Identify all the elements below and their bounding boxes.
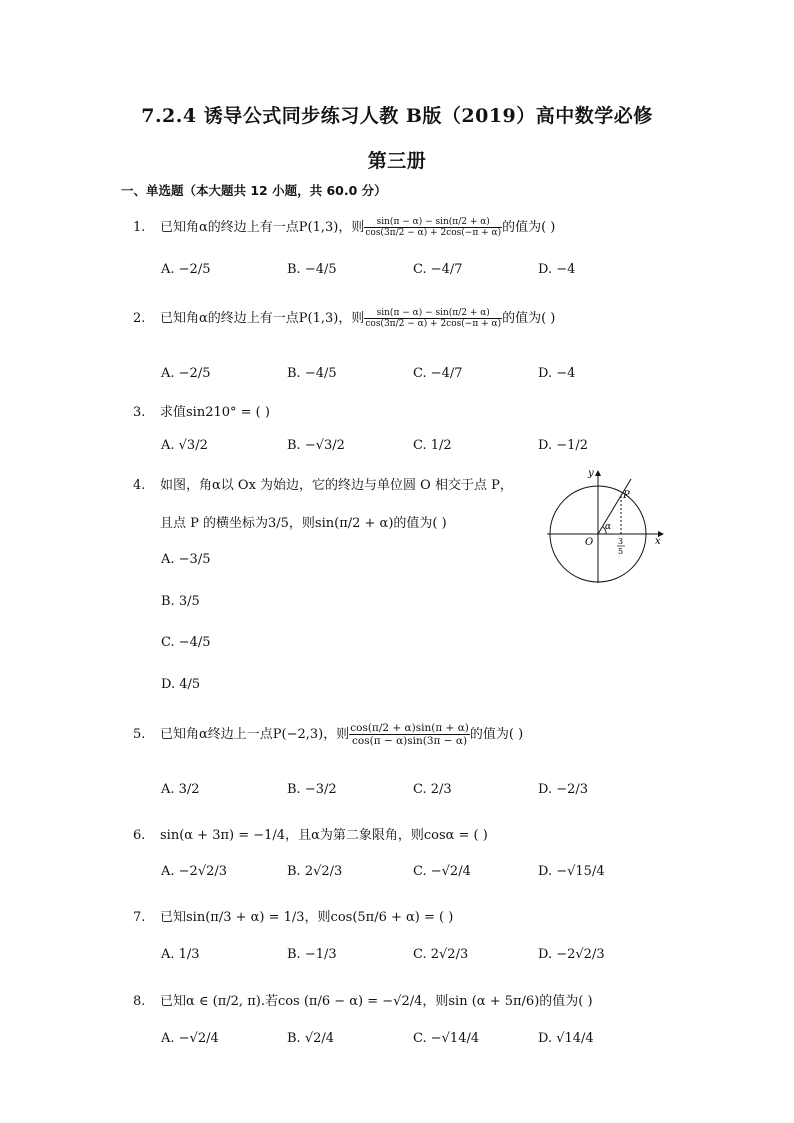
question-5 <box>133 722 523 747</box>
option-d: D. −2√2/3 <box>538 947 605 962</box>
question-number: 3. <box>133 405 146 420</box>
question-number: 2. <box>133 311 146 326</box>
fraction <box>364 308 502 330</box>
section-heading: 一、单选题（本大题共 12 小题，共 60.0 分） <box>121 183 387 198</box>
question-stem-pre: 已知角α的终边上有一点P(1,3)，则 <box>160 220 365 235</box>
label-y: y <box>588 468 594 479</box>
option-c: C. −√2/4 <box>413 864 471 879</box>
fraction-numerator: sin(π − α) − sin(π/2 + α) <box>364 217 502 228</box>
document-title-line2: 第三册 <box>367 150 427 172</box>
question-number: 5. <box>133 727 146 743</box>
option-d: D. −√15/4 <box>538 864 605 879</box>
option-a: A. −3/5 <box>161 552 211 567</box>
label-origin: O <box>585 537 594 548</box>
option-b: B. −√3/2 <box>287 438 345 453</box>
question-4-line2: 且点 P 的横坐标为3/5，则sin(π/2 + α)的值为( ) <box>160 516 447 531</box>
question-number: 7. <box>133 910 146 925</box>
option-b: B. 2√2/3 <box>287 864 343 879</box>
option-a: A. 3/2 <box>161 782 200 797</box>
question-8 <box>133 990 593 1009</box>
option-b: B. −1/3 <box>287 947 337 962</box>
option-b: B. −3/2 <box>287 782 337 797</box>
option-c: C. 2/3 <box>413 782 452 797</box>
question-number: 4. <box>133 478 146 493</box>
fraction-denominator: cos(3π/2 − α) + 2cos(−π + α) <box>365 319 502 329</box>
option-a: A. −2/5 <box>161 262 211 277</box>
option-d: D. −4 <box>538 366 576 381</box>
option-c: C. −√14/4 <box>413 1031 480 1046</box>
option-a: A. √3/2 <box>161 438 208 453</box>
question-stem-post: 的值为( ) <box>502 220 556 235</box>
question-stem: 已知α ∈ (π/2, π).若cos (π/6 − α) = −√2/4，则sin (α + 5π/6)的值为( ) <box>160 994 593 1009</box>
fraction <box>364 217 502 239</box>
label-frac-bottom: 5 <box>618 547 624 556</box>
option-b: B. −4/5 <box>287 366 337 381</box>
question-1 <box>133 216 555 238</box>
question-stem: sin(α + 3π) = −1/4，且α为第二象限角，则cosα = ( ) <box>160 828 488 843</box>
option-b: B. √2/4 <box>287 1031 335 1046</box>
fraction-numerator: cos(π/2 + α)sin(π + α) <box>350 722 469 734</box>
question-stem-line1: 如图，角α以 Ox 为始边，它的终边与单位圆 O 相交于点 P， <box>160 478 513 493</box>
question-stem-post: 的值为( ) <box>502 311 556 326</box>
option-d: D. −4 <box>538 262 576 277</box>
option-d: D. −2/3 <box>538 782 589 797</box>
question-7 <box>133 906 453 925</box>
question-4 <box>133 474 513 493</box>
label-x: x <box>655 536 661 547</box>
question-stem-post: 的值为( ) <box>469 727 524 743</box>
option-b: B. 3/5 <box>161 594 200 609</box>
option-c: C. 2√2/3 <box>413 947 469 962</box>
question-6 <box>133 824 488 843</box>
option-d: D. 4/5 <box>161 677 201 692</box>
label-alpha: α <box>605 522 612 532</box>
fraction-denominator: cos(3π/2 − α) + 2cos(−π + α) <box>365 228 502 238</box>
option-c: C. 1/2 <box>413 438 452 453</box>
option-a: A. 1/3 <box>161 947 200 962</box>
question-number: 6. <box>133 828 146 843</box>
question-stem: 求值sin210° = ( ) <box>160 405 270 420</box>
question-stem-pre: 已知角α终边上一点P(−2,3)，则 <box>160 727 350 743</box>
label-frac-top: 3 <box>618 537 624 546</box>
option-a: A. −2/5 <box>161 366 211 381</box>
option-a: A. −2√2/3 <box>161 864 228 879</box>
question-2 <box>133 307 555 329</box>
label-p: P <box>623 490 630 501</box>
option-c: C. −4/5 <box>161 635 211 650</box>
fraction-denominator: cos(π − α)sin(3π − α) <box>352 735 468 748</box>
unit-circle-figure <box>545 465 670 587</box>
question-stem: 已知sin(π/3 + α) = 1/3，则cos(5π/6 + α) = ( ) <box>160 910 454 925</box>
option-c: C. −4/7 <box>413 366 463 381</box>
fraction <box>349 722 470 747</box>
question-3 <box>133 401 270 420</box>
option-c: C. −4/7 <box>413 262 463 277</box>
option-b: B. −4/5 <box>287 262 337 277</box>
document-title-line1: 7.2.4 诱导公式同步练习人教 B版（2019）高中数学必修 <box>141 105 653 127</box>
terminal-side <box>598 479 631 534</box>
option-d: D. −1/2 <box>538 438 589 453</box>
option-d: D. √14/4 <box>538 1031 594 1046</box>
question-stem-pre: 已知角α的终边上有一点P(1,3)，则 <box>160 311 365 326</box>
option-a: A. −√2/4 <box>161 1031 219 1046</box>
question-number: 1. <box>133 220 146 235</box>
question-number: 8. <box>133 994 146 1009</box>
fraction-numerator: sin(π − α) − sin(π/2 + α) <box>364 308 502 319</box>
